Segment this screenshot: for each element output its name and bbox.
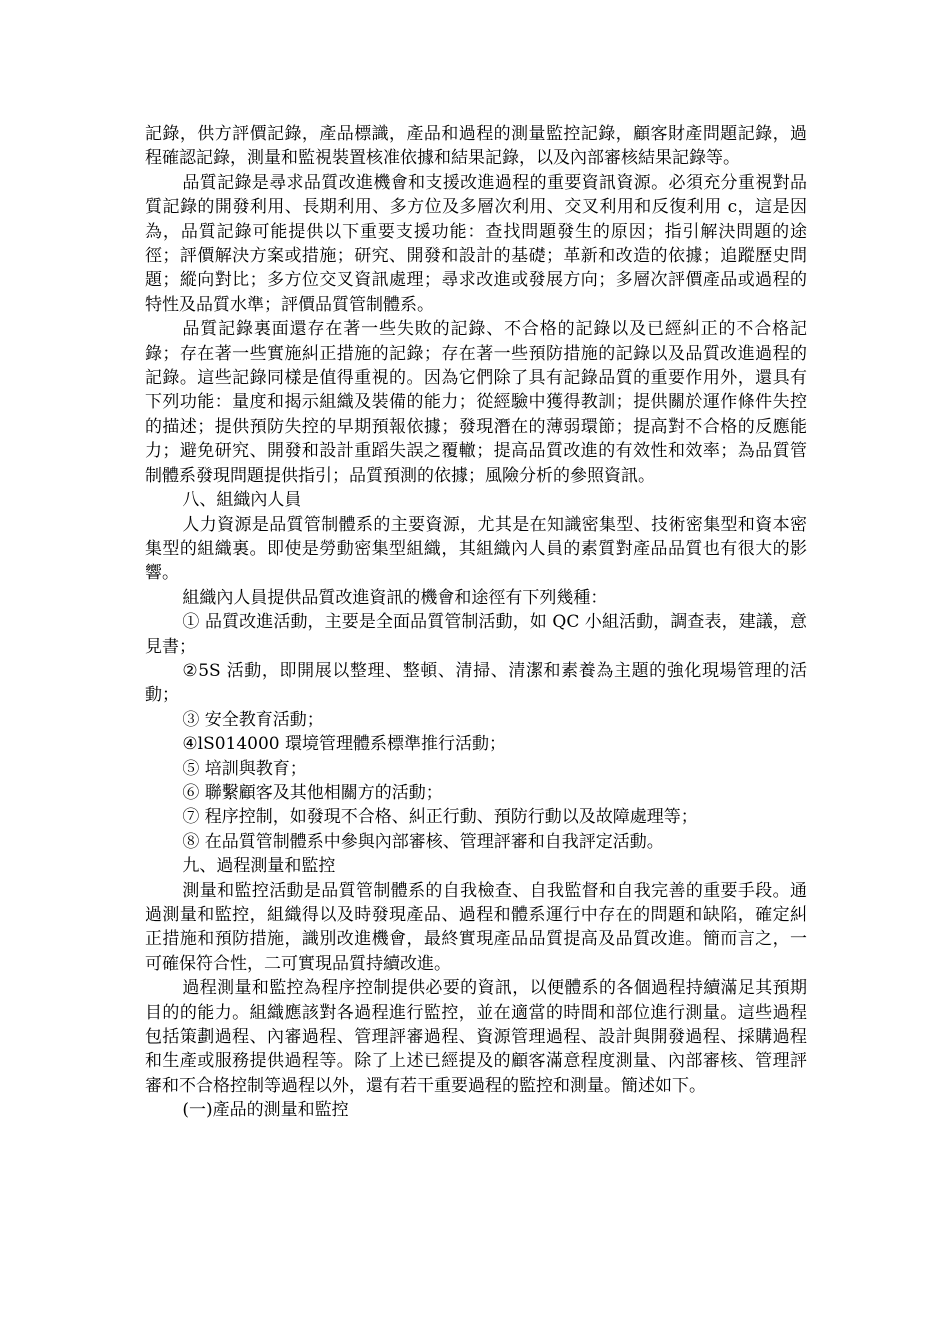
paragraph-human-resources: 人力資源是品質管制體系的主要資源，尤其是在知識密集型、技術密集型和資本密集型的組織裏。即使是勞動密集型組織，其組織內人員的素質對產品品質也有很大的影響。 <box>145 514 807 584</box>
list-item-4: ④lS014000 環境管理體系標準推行活動； <box>182 734 507 755</box>
list-item-8: ⑧ 在品質管制體系中參與內部審核、管理評審和自我評定活動。 <box>182 831 664 852</box>
paragraph-quality-records-resource: 品質記錄是尋求品質改進機會和支援改進過程的重要資訊資源。必須充分重視對品質記錄的開發利用、長期利用、多方位及多層次利用、交叉利用和反復利用 c，這是因為，品質記錄可能提供以下重要支援功能：查找問題發生的原因；指引解決問題的途徑；評價解決方案或措施；研究、開發和設計的基礎；革新和改造的依據；追蹤歷史問題；縱向對比；多方位交叉資訊處理；尋求改進或發展方向；多層次評價產品或過程的特性及品質水準；評價品質管制體系。 <box>145 172 807 315</box>
section-heading-personnel: 八、組織內人員 <box>182 490 302 511</box>
subsection-heading-product-measurement: (一)產品的測量和監控 <box>182 1100 349 1121</box>
list-item-6: ⑥ 聯繫顧客及其他相關方的活動； <box>182 782 443 803</box>
list-item-7: ⑦ 程序控制，如發現不合格、糾正行動、預防行動以及故障處理等； <box>182 807 698 828</box>
paragraph-process-monitoring: 過程測量和監控為程序控制提供必要的資訊，以便體系的各個過程持續滿足其預期目的的能力。組織應該對各過程進行監控，並在適當的時間和部位進行測量。這些過程包括策劃過程、內審過程、管理評審過程、資源管理過程、設計與開發過程、採購過程和生產或服務提供過程等。除了上述已經提及的顧客滿意程度測量、內部審核、管理評審和不合格控制等過程以外，還有若干重要過程的監控和測量。簡述如下。 <box>145 978 807 1096</box>
section-heading-process-measurement: 九、過程測量和監控 <box>182 856 336 877</box>
paragraph-personnel-channels-intro: 組織內人員提供品質改進資訊的機會和途徑有下列幾種： <box>182 587 608 608</box>
list-item-3: ③ 安全教育活動； <box>182 709 324 730</box>
paragraph-records-list: 記錄，供方評價記錄，產品標識，產品和過程的測量監控記錄，顧客財產問題記錄，過程確認記錄，測量和監視裝置核准依據和結果記錄，以及內部審核結果記錄等。 <box>145 124 807 169</box>
document-page <box>145 122 807 1123</box>
list-item-1: ① 品質改進活動，主要是全面品質管制活動，如 QC 小組活動，調查表，建議，意見書； <box>145 612 807 657</box>
list-item-2: ②5S 活動，即開展以整理、整頓、清掃、清潔和素養為主題的強化現場管理的活動； <box>145 660 807 706</box>
list-item-5: ⑤ 培訓與教育； <box>182 758 307 779</box>
paragraph-measurement-monitoring: 測量和監控活動是品質管制體系的自我檢查、自我監督和自我完善的重要手段。通過測量和監控，組織得以及時發現產品、過程和體系運行中存在的問題和缺陷，確定糾正措施和預防措施，識別改進機會，最終實現產品品質提高及品質改進。簡而言之，一可確保符合性，二可實現品質持續改進。 <box>145 880 807 974</box>
paragraph-failure-records: 品質記錄裏面還存在著一些失敗的記錄、不合格的記錄以及已經糾正的不合格記錄；存在著一些實施糾正措施的記錄；存在著一些預防措施的記錄以及品質改進過程的記錄。這些記錄同樣是值得重視的。因為它們除了具有記錄品質的重要作用外，還具有下列功能：量度和揭示組織及裝備的能力；從經驗中獲得教訓；提供關於運作條件失控的描述；提供預防失控的早期預報依據；發現潛在的薄弱環節；提高對不合格的反應能力；避免研究、開發和設計重蹈失誤之覆轍；提高品質改進的有效性和效率；為品質管制體系發現問題提供指引；品質預測的依據；風險分析的參照資訊。 <box>145 319 807 486</box>
